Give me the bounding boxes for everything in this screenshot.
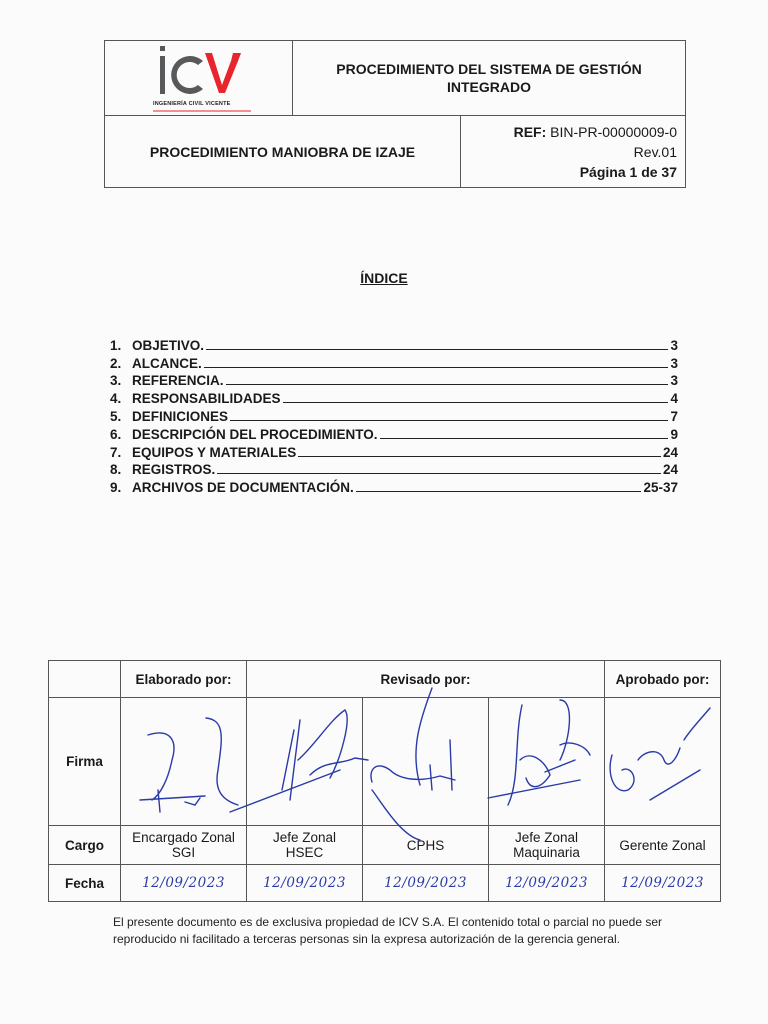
toc-page: 3 [670, 337, 678, 353]
toc-label: OBJETIVO. [132, 337, 205, 353]
toc-label: REGISTROS. [132, 462, 216, 478]
toc-label: EQUIPOS Y MATERIALES [132, 444, 297, 460]
toc-number: 7. [110, 444, 122, 460]
index-title: ÍNDICE [360, 270, 408, 286]
toc-label: ARCHIVOS DE DOCUMENTACIÓN. [132, 480, 354, 496]
toc-page: 7 [670, 408, 678, 424]
cargo-cell: Jefe Zonal Maquinaria [489, 826, 605, 865]
toc-number: 3. [110, 373, 122, 389]
toc-page: 25-37 [643, 480, 678, 496]
toc-page: 4 [670, 391, 678, 407]
date-cell: 12/09/2023 [489, 865, 605, 902]
footer-disclaimer: El presente documento es de exclusiva propiedad de ICV S.A. El contenido total o parcial no puede ser reproducido ni facilitado a terceras personas sin la expresa autorización de la gerencia general. [113, 915, 663, 946]
page-number: Página 1 de 37 [579, 164, 677, 180]
toc-leader-line [380, 438, 669, 439]
toc-item [110, 371, 678, 389]
toc-number: 9. [110, 480, 122, 496]
toc-item [110, 406, 678, 424]
date-cell: 12/09/2023 [363, 865, 489, 902]
cargo-cell: Jefe Zonal HSEC [247, 826, 363, 865]
signature-cell [605, 698, 721, 826]
date-cell: 12/09/2023 [121, 865, 247, 902]
toc-label: ALCANCE. [132, 355, 202, 371]
toc-item [110, 477, 678, 495]
toc-leader-line [283, 402, 669, 403]
toc-label: RESPONSABILIDADES [132, 391, 281, 407]
revision: Rev.01 [633, 144, 677, 160]
ref-label: REF: [513, 124, 547, 140]
toc-leader-line [230, 420, 668, 421]
company-logo [105, 41, 293, 115]
toc-leader-line [226, 384, 669, 385]
logo-subtitle: INGENIERÍA CIVIL VICENTE [153, 101, 231, 107]
procedure-title: PROCEDIMIENTO MANIOBRA DE IZAJE [105, 116, 461, 187]
signature-cell [121, 698, 247, 826]
toc-item [110, 335, 678, 353]
reference-block [461, 116, 685, 187]
empty-corner-cell [49, 661, 121, 698]
toc-page: 9 [670, 426, 678, 442]
toc-page: 3 [670, 373, 678, 389]
toc-leader-line [206, 349, 668, 350]
aprobado-header: Aprobado por: [605, 661, 721, 698]
toc-page: 24 [662, 444, 678, 460]
cargo-cell: Encargado Zonal SGI [121, 826, 247, 865]
toc-number: 4. [110, 391, 122, 407]
toc-label: DEFINICIONES [132, 408, 229, 424]
toc-item [110, 388, 678, 406]
toc-page: 3 [670, 355, 678, 371]
revisado-header: Revisado por: [247, 661, 605, 698]
toc-item [110, 353, 678, 371]
toc-leader-line [356, 491, 642, 492]
signature-cell [363, 698, 489, 826]
fecha-label: Fecha [49, 865, 121, 902]
toc-item [110, 460, 678, 478]
toc-number: 6. [110, 426, 122, 442]
elaborado-header: Elaborado por: [121, 661, 247, 698]
document-header [104, 40, 686, 188]
cargo-cell: Gerente Zonal [605, 826, 721, 865]
cargo-cell: CPHS [363, 826, 489, 865]
table-of-contents [110, 335, 678, 495]
ref-value: BIN-PR-00000009-0 [550, 124, 677, 140]
signature-cell [247, 698, 363, 826]
cargo-label: Cargo [49, 826, 121, 865]
toc-leader-line [204, 367, 669, 368]
toc-label: DESCRIPCIÓN DEL PROCEDIMIENTO. [132, 426, 378, 442]
system-title: PROCEDIMIENTO DEL SISTEMA DE GESTIÓN INTEGRADO [336, 61, 642, 95]
toc-label: REFERENCIA. [132, 373, 224, 389]
date-cell: 12/09/2023 [247, 865, 363, 902]
toc-leader-line [298, 456, 661, 457]
toc-leader-line [217, 473, 661, 474]
toc-number: 8. [110, 462, 122, 478]
toc-item [110, 424, 678, 442]
toc-item [110, 442, 678, 460]
signature-cell [489, 698, 605, 826]
toc-page: 24 [662, 462, 678, 478]
firma-label: Firma [49, 698, 121, 826]
date-cell: 12/09/2023 [605, 865, 721, 902]
toc-number: 5. [110, 408, 122, 424]
toc-number: 1. [110, 337, 122, 353]
toc-number: 2. [110, 355, 122, 371]
approval-table [48, 660, 721, 902]
